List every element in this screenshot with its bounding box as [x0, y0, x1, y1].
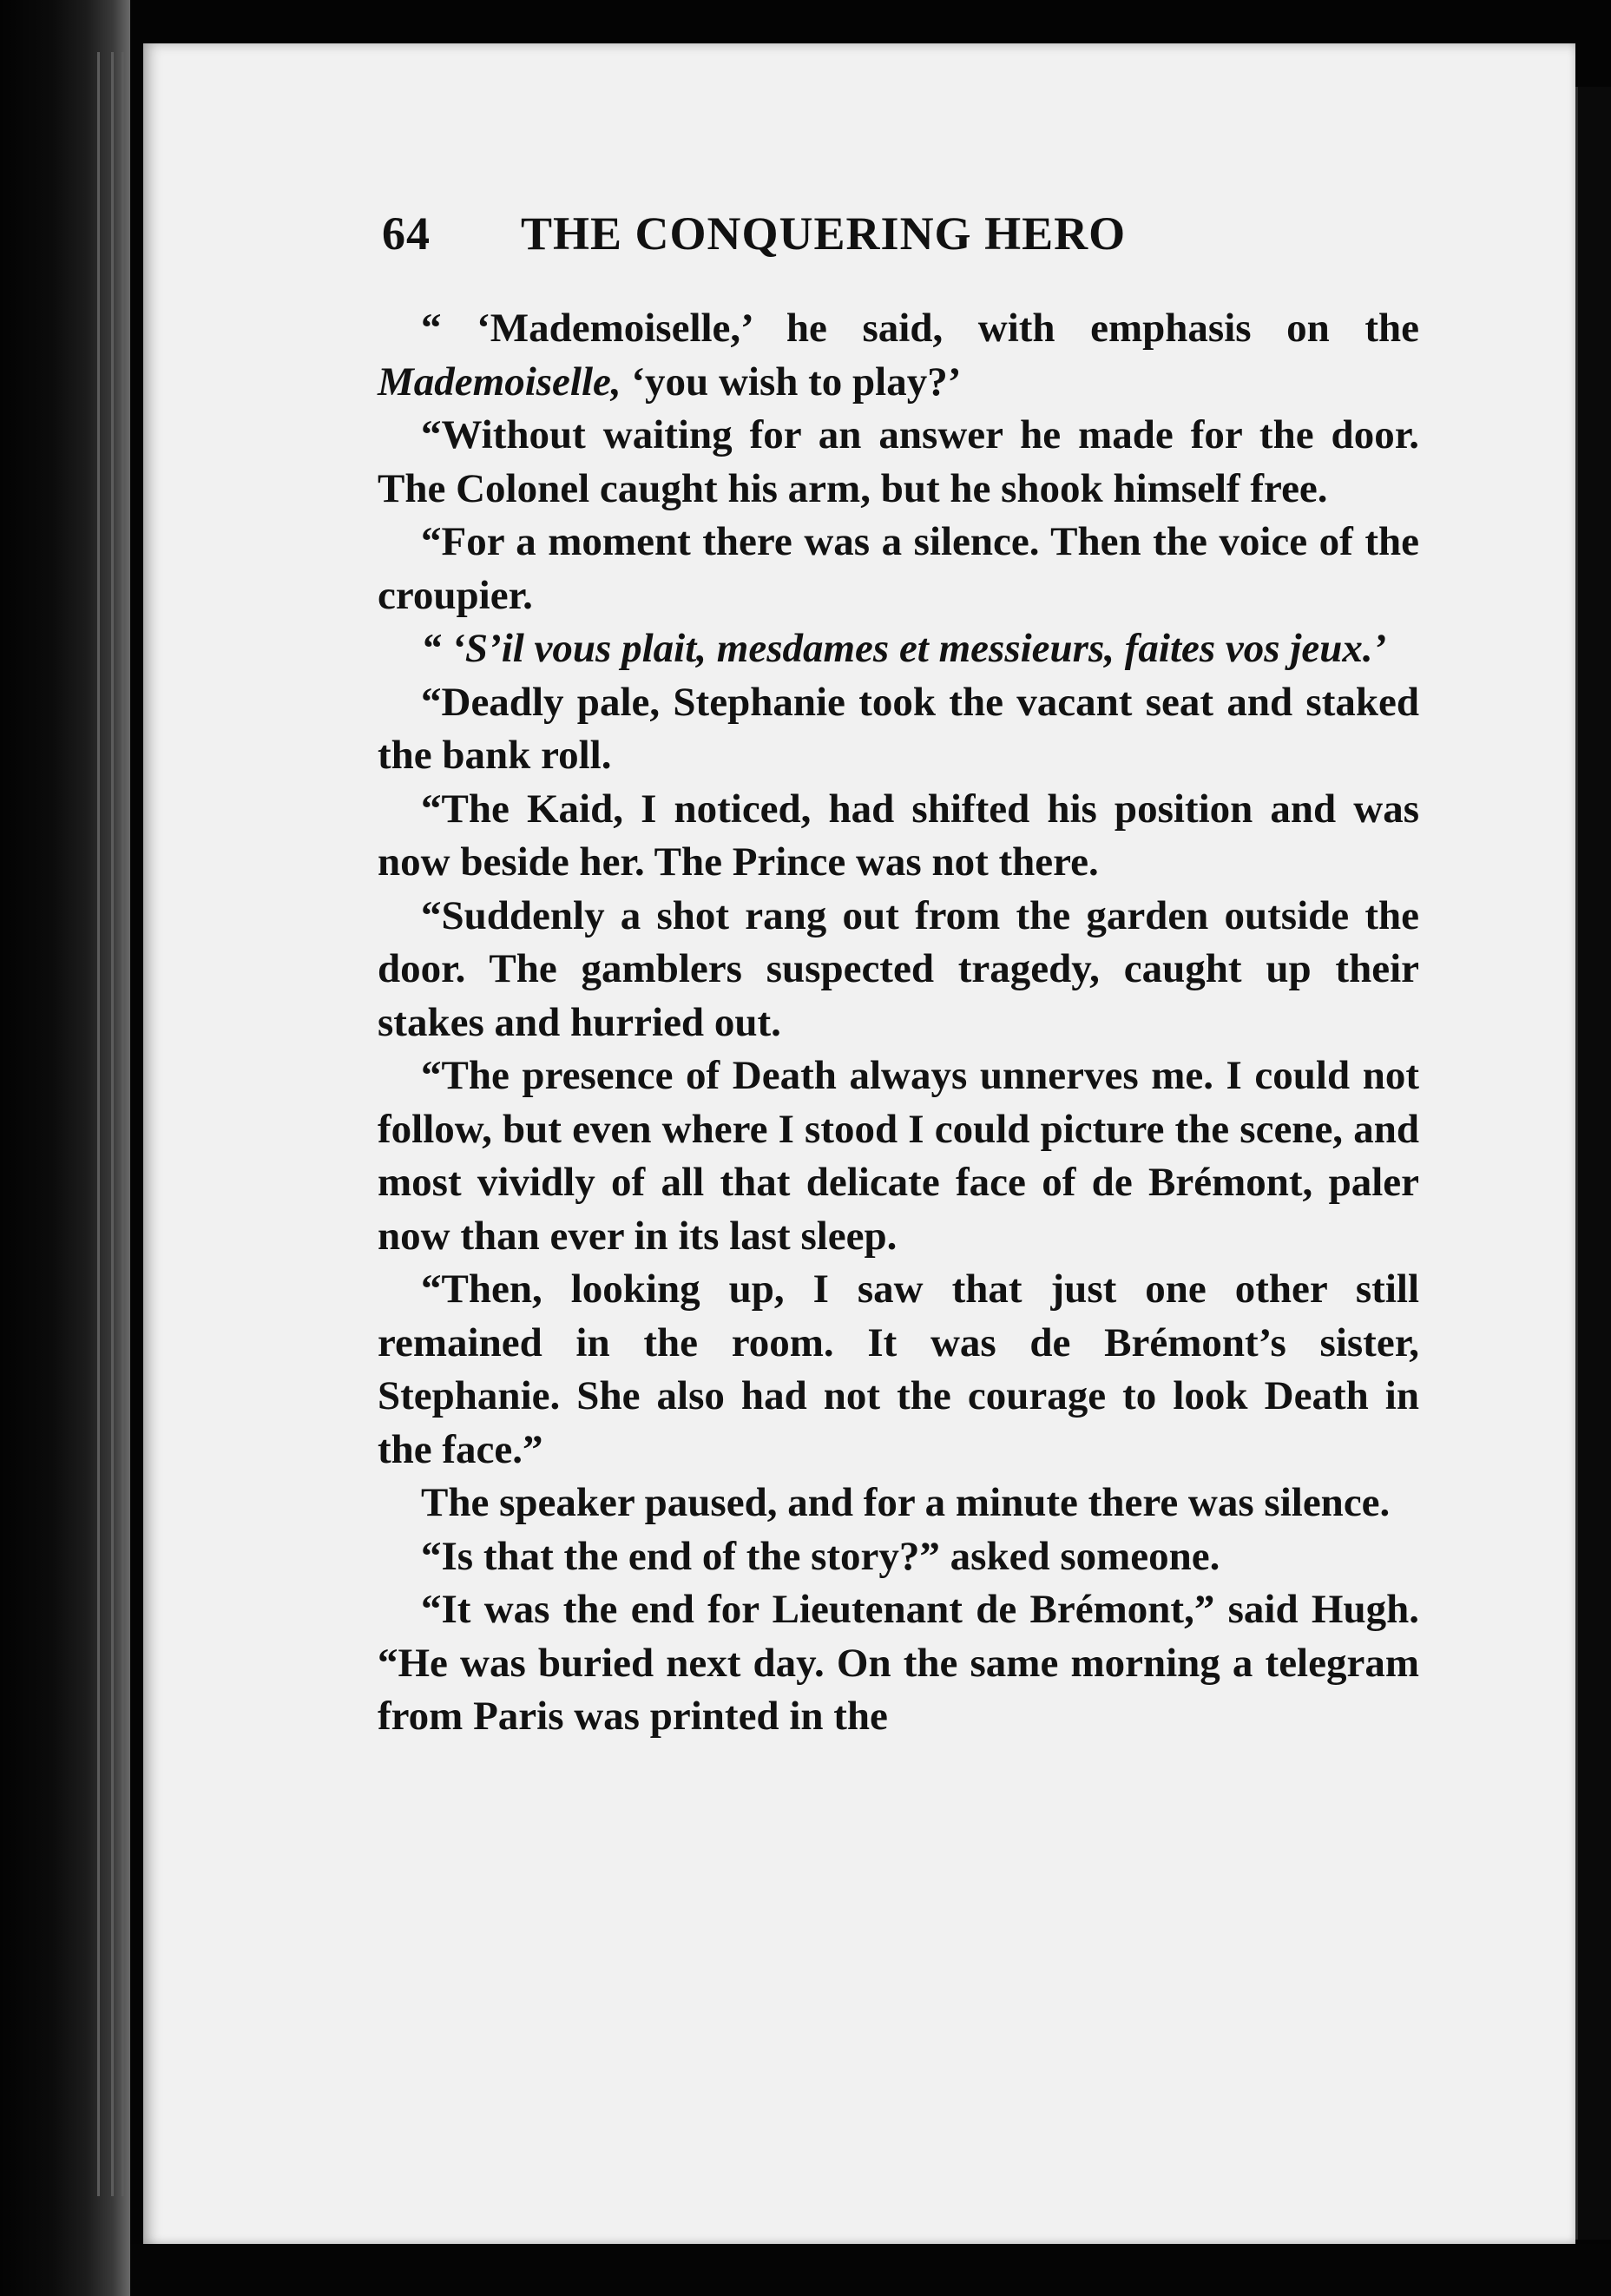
paragraph: “Then, looking up, I saw that just one other still remained in the room. It was de Brémont’s sister, Stephanie. She also had not the courage to look Death in the face.”: [378, 1266, 1419, 1472]
running-head: [382, 207, 1337, 276]
paragraph: “The Kaid, I noticed, had shifted his position and was now beside her. The Prince was not there.: [378, 786, 1419, 885]
page-number: 64: [382, 207, 431, 260]
spine-edge-line: [122, 52, 124, 2196]
book-title: THE CONQUERING HERO: [521, 207, 1127, 260]
paragraph: “ ‘Mademoiselle,’ he said, with emphasis on the Mademoiselle, ‘you wish to play?’: [378, 306, 1419, 405]
emphasized-word: Mademoiselle,: [378, 359, 621, 405]
page-bottom-edge: [130, 2244, 1611, 2296]
paragraph: The speaker paused, and for a minute there was silence.: [421, 1480, 1391, 1525]
paragraph-french-quote: “ ‘S’il vous plait, mesdames et messieurs, faites vos jeux.’: [421, 626, 1387, 671]
paragraph: “It was the end for Lieutenant de Brémont,” said Hugh. “He was buried next day. On the same morning a telegram from Paris was printed in the: [378, 1587, 1419, 1739]
paragraph: “Deadly pale, Stephanie took the vacant seat and staked the bank roll.: [378, 679, 1419, 778]
paragraph: “The presence of Death always unnerves me. I could not follow, but even where I stood I could picture the scene, and most vividly of all that delicate face of de Brémont, paler now than ever in its last sleep.: [378, 1053, 1419, 1259]
paragraph: “Without waiting for an answer he made for the door. The Colonel caught his arm, but he shook himself free.: [378, 412, 1419, 511]
paragraph: “For a moment there was a silence. Then the voice of the croupier.: [378, 519, 1419, 618]
body-text: [378, 302, 1419, 1744]
next-page-edge: [1575, 87, 1611, 2240]
spine-edge-line: [111, 52, 114, 2196]
spine-edge-line: [97, 52, 100, 2196]
paragraph: “Is that the end of the story?” asked someone.: [421, 1533, 1220, 1579]
paragraph: “Suddenly a shot rang out from the garden outside the door. The gamblers suspected tragedy, caught up their stakes and hurried out.: [378, 892, 1419, 1045]
